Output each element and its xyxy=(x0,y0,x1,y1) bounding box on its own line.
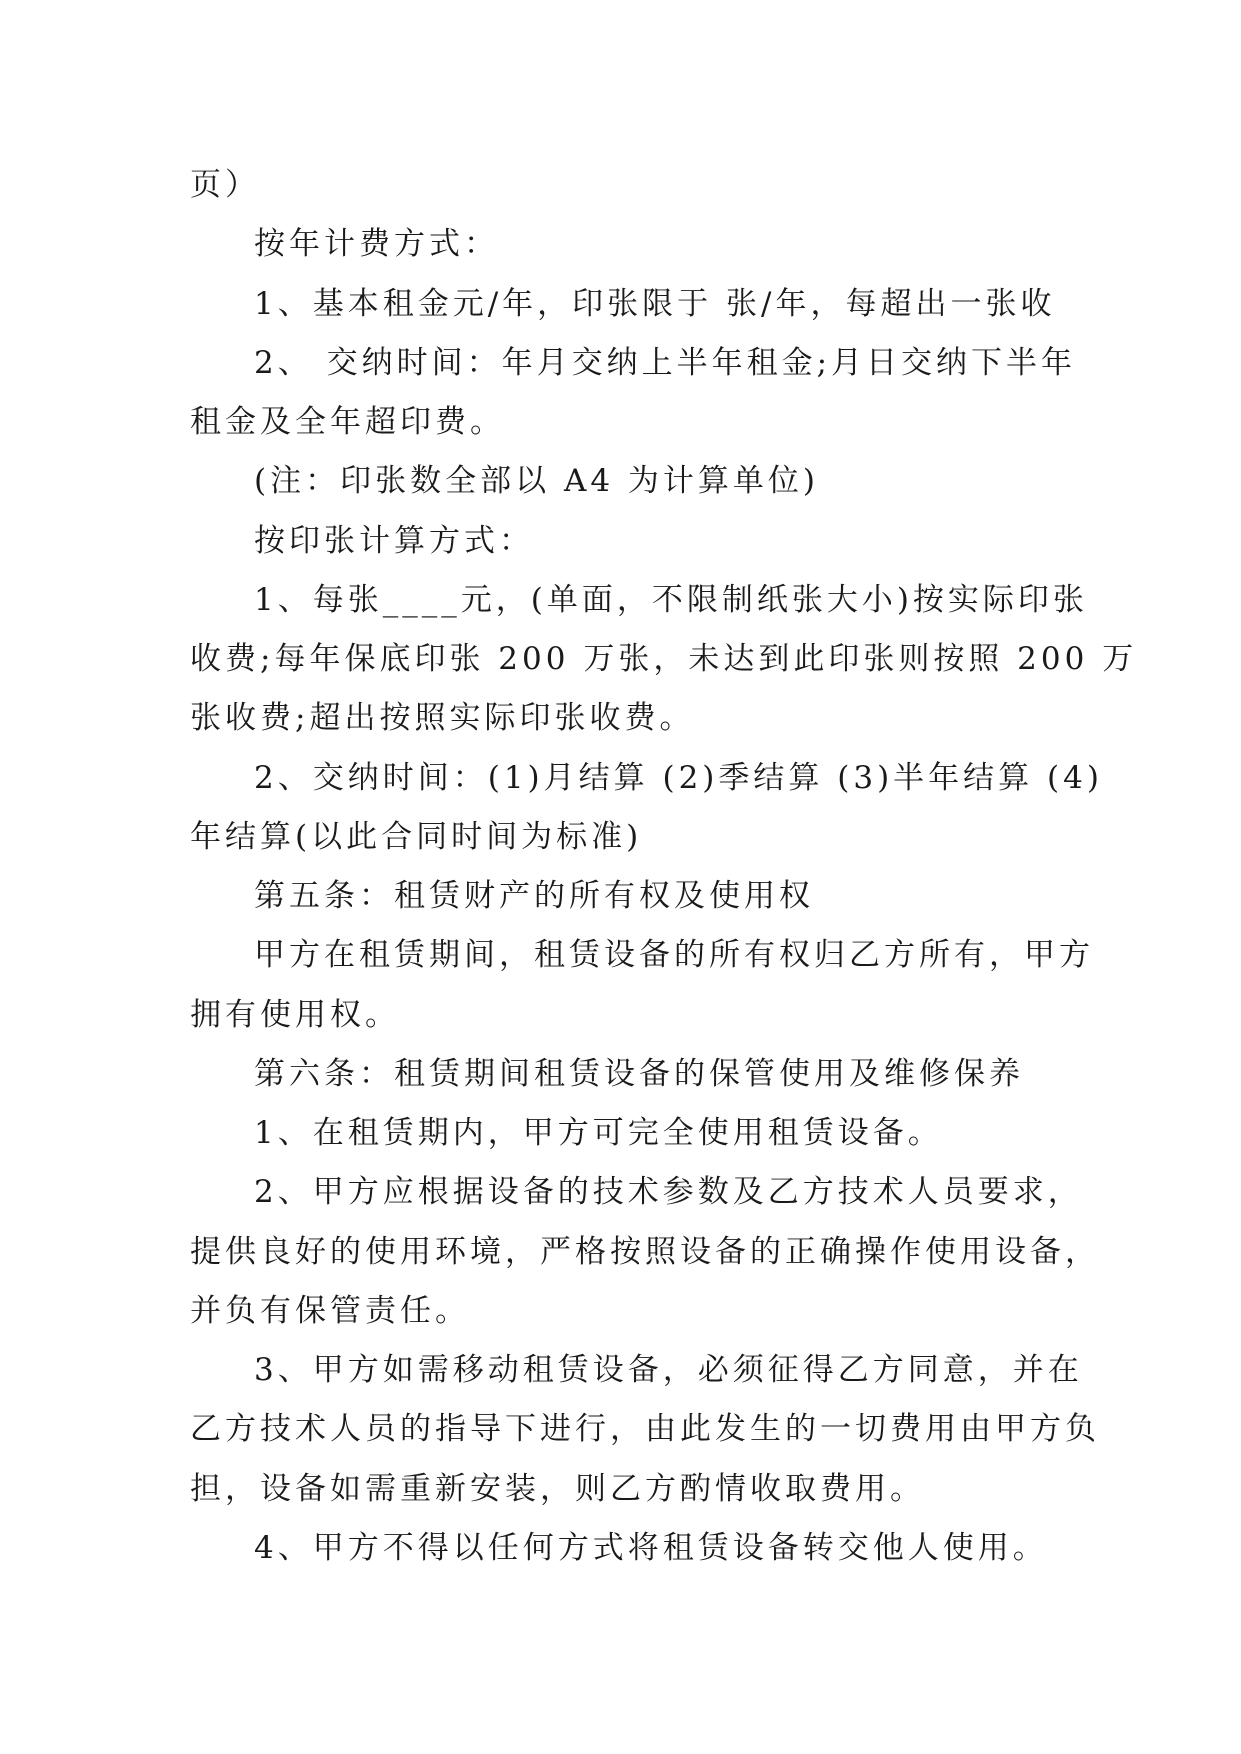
text-line-15: 拥有使用权。 xyxy=(190,997,400,1033)
text-line-19: 提供良好的使用环境，严格按照设备的正确操作使用设备， xyxy=(190,1234,1100,1270)
text-line-24: 4、甲方不得以任何方式将租赁设备转交他人使用。 xyxy=(254,1530,1048,1566)
text-line-14: 甲方在租赁期间，租赁设备的所有权归乙方所有，甲方 xyxy=(254,937,1094,973)
text-line-5: 租金及全年超印费。 xyxy=(190,404,505,440)
text-line-7: 按印张计算方式： xyxy=(254,523,534,559)
text-line-21: 3、甲方如需移动租赁设备，必须征得乙方同意，并在 xyxy=(254,1352,1083,1388)
text-line-10: 张收费;超出按照实际印张收费。 xyxy=(190,700,695,736)
text-line-18: 2、甲方应根据设备的技术参数及乙方技术人员要求， xyxy=(254,1174,1083,1210)
text-line-17: 1、在租赁期内，甲方可完全使用租赁设备。 xyxy=(254,1115,943,1151)
text-line-9: 收费;每年保底印张 200 万张，未达到此印张则按照 200 万 xyxy=(190,641,1138,677)
section-heading-5: 第五条：租赁财产的所有权及使用权 xyxy=(254,878,814,914)
text-line-3: 1、基本租金元/年，印张限于 张/年，每超出一张收 xyxy=(254,286,1056,322)
text-line-2: 按年计费方式： xyxy=(254,226,499,262)
text-line-12: 年结算(以此合同时间为标准) xyxy=(190,819,643,855)
section-heading-6: 第六条：租赁期间租赁设备的保管使用及维修保养 xyxy=(254,1056,1024,1092)
text-line-1: 页） xyxy=(190,167,260,203)
text-line-8: 1、每张____元，(单面，不限制纸张大小)按实际印张 xyxy=(254,582,1088,618)
text-line-20: 并负有保管责任。 xyxy=(190,1293,470,1329)
text-line-11: 2、交纳时间：(1)月结算 (2)季结算 (3)半年结算 (4) xyxy=(254,760,1103,796)
text-line-23: 担，设备如需重新安装，则乙方酌情收取费用。 xyxy=(190,1471,925,1507)
text-line-4: 2、 交纳时间：年月交纳上半年租金;月日交纳下半年 xyxy=(254,345,1077,381)
text-line-6: (注：印张数全部以 A4 为计算单位) xyxy=(254,463,820,499)
text-line-22: 乙方技术人员的指导下进行，由此发生的一切费用由甲方负 xyxy=(190,1411,1100,1447)
